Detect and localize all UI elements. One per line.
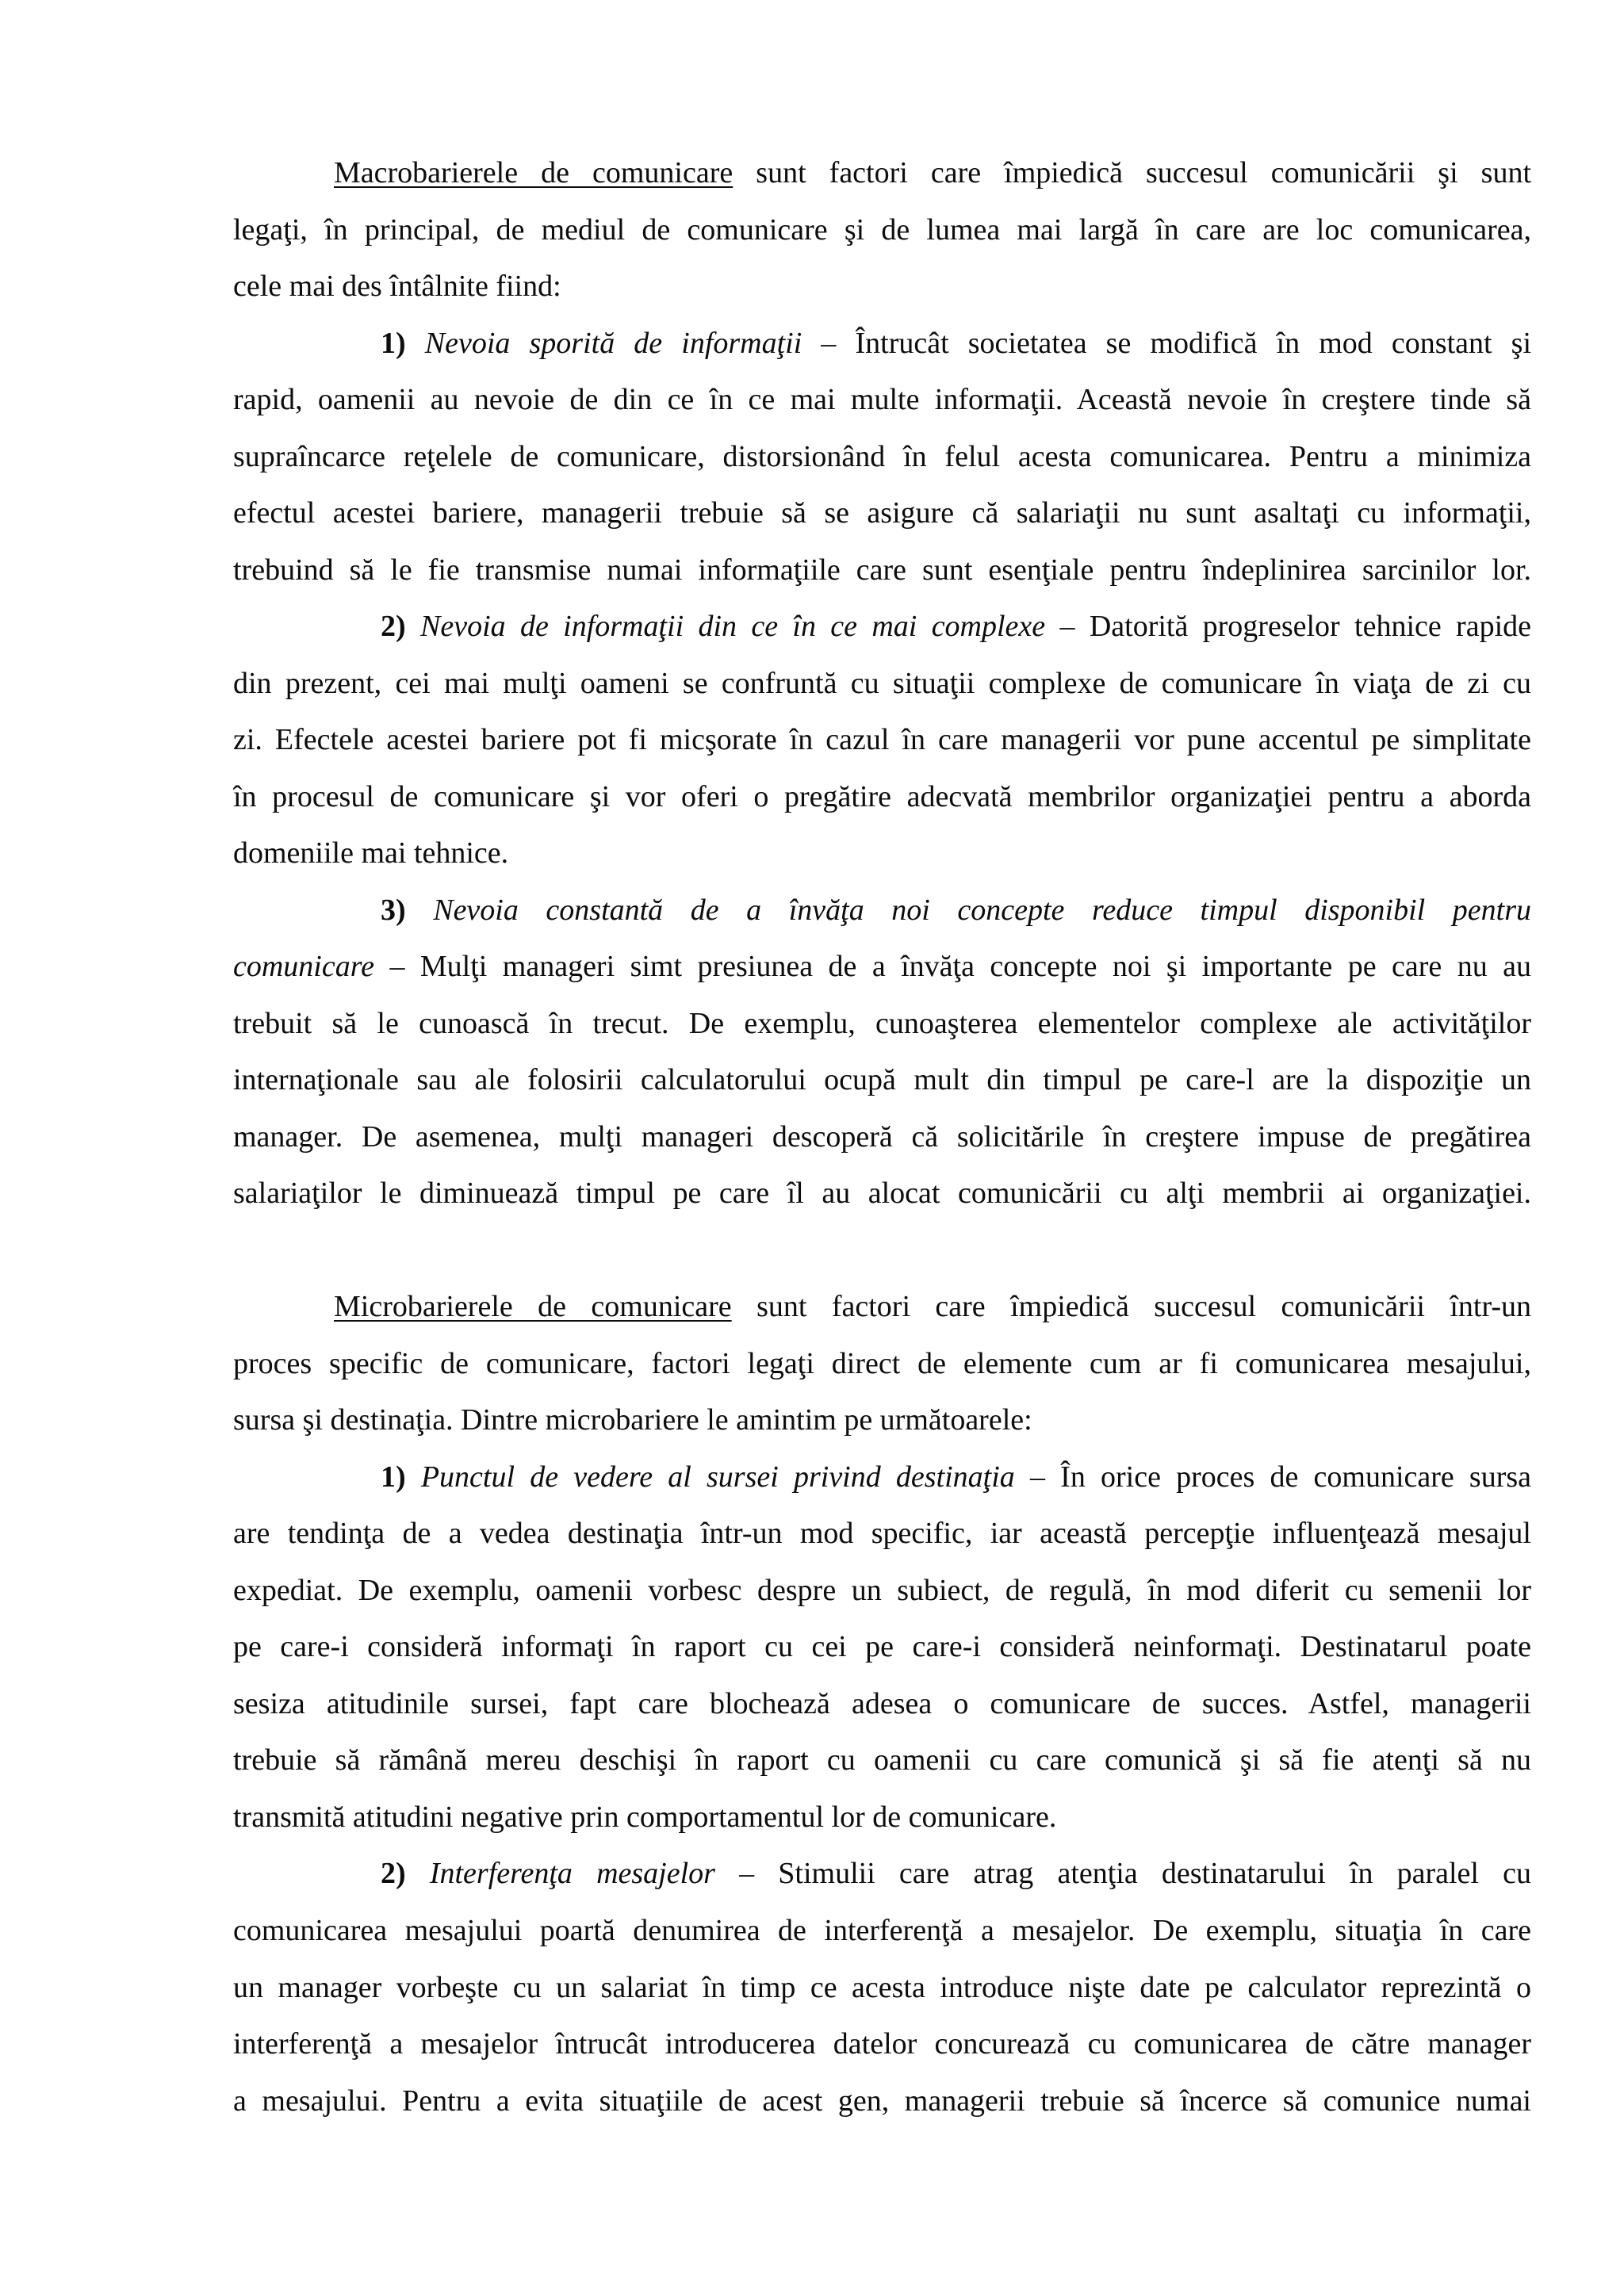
microbarriers-intro-paragraph (233, 1279, 1531, 1449)
text-line: salariaţilor le diminuează timpul pe care îl au alocat comunicării cu alţi membrii ai organizaţiei. (233, 1177, 1531, 1211)
text-line: are tendinţa de a vedea destinaţia într-un mod specific, iar această percepţie influenţează mesajul (233, 1517, 1531, 1551)
text-line: sesiza atitudinile sursei, fapt care blochează adesea o comunicare de succes. Astfel, managerii (233, 1686, 1531, 1720)
microbarriers-term: Microbarierele de comunicare (334, 1290, 732, 1324)
item-number: 1) (381, 1460, 406, 1494)
text-line: internaţionale sau ale folosirii calculatorului ocupă mult din timpul pe care-l are la dispoziţie un (233, 1063, 1531, 1097)
text-line: legaţi, în principal, de mediul de comunicare şi de lumea mai largă în care are loc comunicarea, (233, 212, 1531, 247)
item-title: Punctul de vedere al sursei privind destinaţia (420, 1460, 1015, 1494)
line-text: sunt factori care împiedică succesul comunicării şi sunt (756, 156, 1531, 189)
text-line: trebuind să le fie transmise numai informaţiile care sunt esenţiale pentru îndeplinirea sarcinilor lor. (233, 553, 1531, 587)
text-line: rapid, oamenii au nevoie de din ce în ce mai multe informaţii. Această nevoie în creştere tinde să (233, 383, 1531, 417)
item-number: 1) (381, 326, 406, 360)
text-line: efectul acestei bariere, managerii trebuie să se asigure că salariaţii nu sunt asaltaţi cu informaţii, (233, 496, 1531, 530)
item-title: comunicare (233, 950, 374, 984)
text-line (233, 599, 1531, 656)
text-line (233, 939, 1531, 996)
macrobarriers-term: Macrobarierele de comunicare (334, 156, 733, 189)
item-title: Nevoia sporită de informaţii (424, 326, 802, 360)
text-line: supraîncarce reţelele de comunicare, distorsionând în felul acesta comunicarea. Pentru a minimiza (233, 439, 1531, 473)
paragraph-spacer (233, 1223, 1531, 1280)
text-line: din prezent, cei mai mulţi oameni se confruntă cu situaţii complexe de comunicare în viaţa de zi cu (233, 666, 1531, 700)
text-line: cele mai des întâlnite fiind: (233, 270, 561, 304)
text-line (233, 316, 1531, 373)
text-line: comunicarea mesajului poartă denumirea de interferenţă a mesajelor. De exemplu, situaţia în care (233, 1913, 1531, 1947)
line-text: – Mulţi manageri simt presiunea de a învăţa concepte noi şi importante pe care nu au (389, 950, 1531, 984)
item-title: Interferenţa mesajelor (429, 1857, 715, 1891)
text-line: expediat. De exemplu, oamenii vorbesc despre un subiect, de regulă, în mod diferit cu semenii lor (233, 1573, 1531, 1607)
text-line (233, 882, 1531, 939)
item-title: Nevoia constantă de a învăţa noi concepte reduce timpul disponibil pentru (433, 893, 1531, 927)
item-number: 3) (381, 893, 406, 927)
microbarrier-item-2 (233, 1846, 1531, 2130)
line-text: – Stimulii care atrag atenţia destinatarului în paralel cu (739, 1857, 1531, 1891)
line-text: – Datorită progreselor tehnice rapide (1059, 610, 1531, 644)
text-line (233, 1449, 1531, 1506)
text-line (233, 1279, 1531, 1336)
macrobarrier-item-2 (233, 599, 1531, 882)
macrobarrier-item-3 (233, 882, 1531, 1223)
text-line: interferenţă a mesajelor întrucât introducerea datelor concurează cu comunicarea de către manager (233, 2027, 1531, 2061)
text-line: pe care-i consideră informaţi în raport cu cei pe care-i consideră neinformaţi. Destinatarul poate (233, 1630, 1531, 1664)
item-title: Nevoia de informaţii din ce în ce mai complexe (419, 610, 1046, 644)
text-line: manager. De asemenea, mulţi manageri descoperă că solicitările în creştere impuse de pregătirea (233, 1119, 1531, 1154)
item-number: 2) (381, 1857, 406, 1891)
text-line: zi. Efectele acestei bariere pot fi micşorate în cazul în care managerii vor pune accentul pe simplitate (233, 723, 1531, 757)
text-line: un manager vorbeşte cu un salariat în timp ce acesta introduce nişte date pe calculator reprezintă o (233, 1970, 1531, 2004)
text-line: în procesul de comunicare şi vor oferi o pregătire adecvată membrilor organizaţiei pentru a aborda (233, 779, 1531, 813)
text-line: proces specific de comunicare, factori legaţi direct de elemente cum ar fi comunicarea mesajului, (233, 1346, 1531, 1380)
item-number: 2) (381, 610, 406, 644)
line-text: – În orice proces de comunicare sursa (1030, 1460, 1531, 1494)
macrobarrier-item-1 (233, 316, 1531, 599)
line-text: sunt factori care împiedică succesul comunicării într-un (756, 1290, 1531, 1324)
microbarrier-item-1 (233, 1449, 1531, 1846)
macrobarriers-intro-paragraph (233, 145, 1531, 316)
text-line: transmită atitudini negative prin comportamentul lor de comunicare. (233, 1800, 1057, 1834)
text-line: trebuit să le cunoască în trecut. De exemplu, cunoaşterea elementelor complexe ale activităţilor (233, 1006, 1531, 1040)
text-line: sursa şi destinaţia. Dintre microbariere le amintim pe următoarele: (233, 1403, 1032, 1437)
text-line (233, 1846, 1531, 1903)
text-line: a mesajului. Pentru a evita situaţiile de acest gen, managerii trebuie să încerce să comunice numai (233, 2084, 1531, 2118)
line-text: – Întrucât societatea se modifică în mod constant şi (821, 326, 1531, 360)
text-line (233, 145, 1531, 202)
document-body (233, 145, 1531, 2130)
text-line: domeniile mai tehnice. (233, 836, 509, 871)
text-line: trebuie să rămână mereu deschişi în raport cu oamenii cu care comunică şi să fie atenţi să nu (233, 1743, 1531, 1777)
